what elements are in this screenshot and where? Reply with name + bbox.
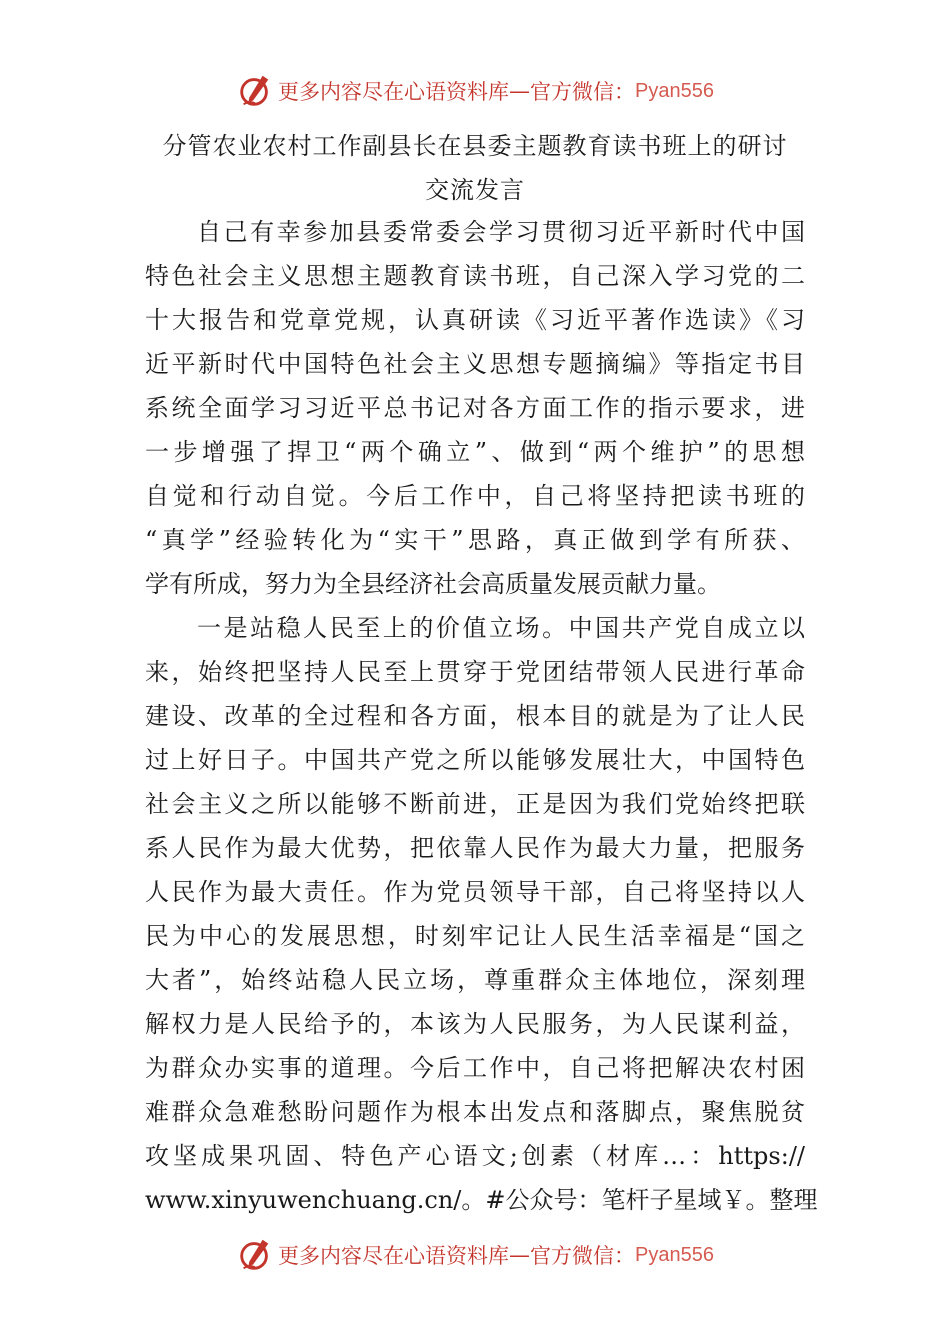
watermark-separator: — xyxy=(509,1243,531,1267)
text-line: 一是站稳人民至上的价值立场。中国共产党自成立以 xyxy=(197,614,805,642)
watermark-account: Pyan556 xyxy=(635,1243,714,1266)
watermark-account: Pyan556 xyxy=(635,79,714,102)
text-line: 过上好日子。中国共产党之所以能够发展壮大，中国特色 xyxy=(145,746,805,774)
text-line: www.xinyuwenchuang.cn/。#公众号：笔杆子星域￥。整理 xyxy=(145,1186,818,1214)
text-line: 解权力是人民给予的，本该为人民服务，为人民谋利益， xyxy=(145,1010,805,1038)
text-line: 自觉和行动自觉。今后工作中，自己将坚持把读书班的 xyxy=(145,482,805,510)
watermark-text: 更多内容尽在心语资料库 xyxy=(278,1244,510,1268)
text-line: 人民作为最大责任。作为党员领导干部，自己将坚持以人 xyxy=(145,878,805,906)
pen-logo-icon xyxy=(236,1236,274,1274)
text-line: 一步增强了捍卫“两个确立”、做到“两个维护”的思想 xyxy=(145,438,805,466)
text-line: “真学”经验转化为“实干”思路，真正做到学有所获、 xyxy=(145,526,805,554)
pen-logo-icon xyxy=(236,72,274,110)
text-line: 系人民作为最大优势，把依靠人民作为最大力量，把服务 xyxy=(145,834,805,862)
text-line: 近平新时代中国特色社会主义思想专题摘编》等指定书目 xyxy=(145,350,805,378)
watermark-header xyxy=(0,72,950,110)
watermark-wechat-label: 官方微信： xyxy=(530,1244,636,1268)
text-line: 自己有幸参加县委常委会学习贯彻习近平新时代中国 xyxy=(197,218,805,246)
text-line: 为群众办实事的道理。今后工作中，自己将把解决农村困 xyxy=(145,1054,805,1082)
text-line: 学有所成，努力为全县经济社会高质量发展贡献力量。 xyxy=(145,570,721,598)
text-line: 社会主义之所以能够不断前进，正是因为我们党始终把联 xyxy=(145,790,805,818)
watermark-footer xyxy=(0,1236,950,1274)
watermark-wechat-label: 官方微信： xyxy=(530,80,636,104)
text-line: 来，始终把坚持人民至上贯穿于党团结带领人民进行革命 xyxy=(145,658,805,686)
document-title-line-1: 分管农业农村工作副县长在县委主题教育读书班上的研讨 xyxy=(162,132,788,160)
text-line: 难群众急难愁盼问题作为根本出发点和落脚点，聚焦脱贫 xyxy=(145,1098,805,1126)
text-line: 特色社会主义思想主题教育读书班，自己深入学习党的二 xyxy=(145,262,805,290)
text-line: 大者”，始终站稳人民立场，尊重群众主体地位，深刻理 xyxy=(145,966,805,994)
watermark-text: 更多内容尽在心语资料库 xyxy=(278,80,510,104)
document-title-line-2: 交流发言 xyxy=(425,176,525,204)
text-line: 建设、改革的全过程和各方面，根本目的就是为了让人民 xyxy=(145,702,805,730)
text-line: 民为中心的发展思想，时刻牢记让人民生活幸福是“国之 xyxy=(145,922,805,950)
paragraph-1 xyxy=(145,210,805,606)
text-line: 系统全面学习习近平总书记对各方面工作的指示要求，进 xyxy=(145,394,805,422)
text-line: 十大报告和党章党规，认真研读《习近平著作选读》《习 xyxy=(145,306,805,334)
watermark-separator: — xyxy=(509,79,531,103)
text-line: 攻坚成果巩固、特色产心语文;创素（材库…：https:// xyxy=(145,1142,805,1170)
paragraph-2 xyxy=(145,606,818,1222)
document-body xyxy=(145,210,818,1222)
